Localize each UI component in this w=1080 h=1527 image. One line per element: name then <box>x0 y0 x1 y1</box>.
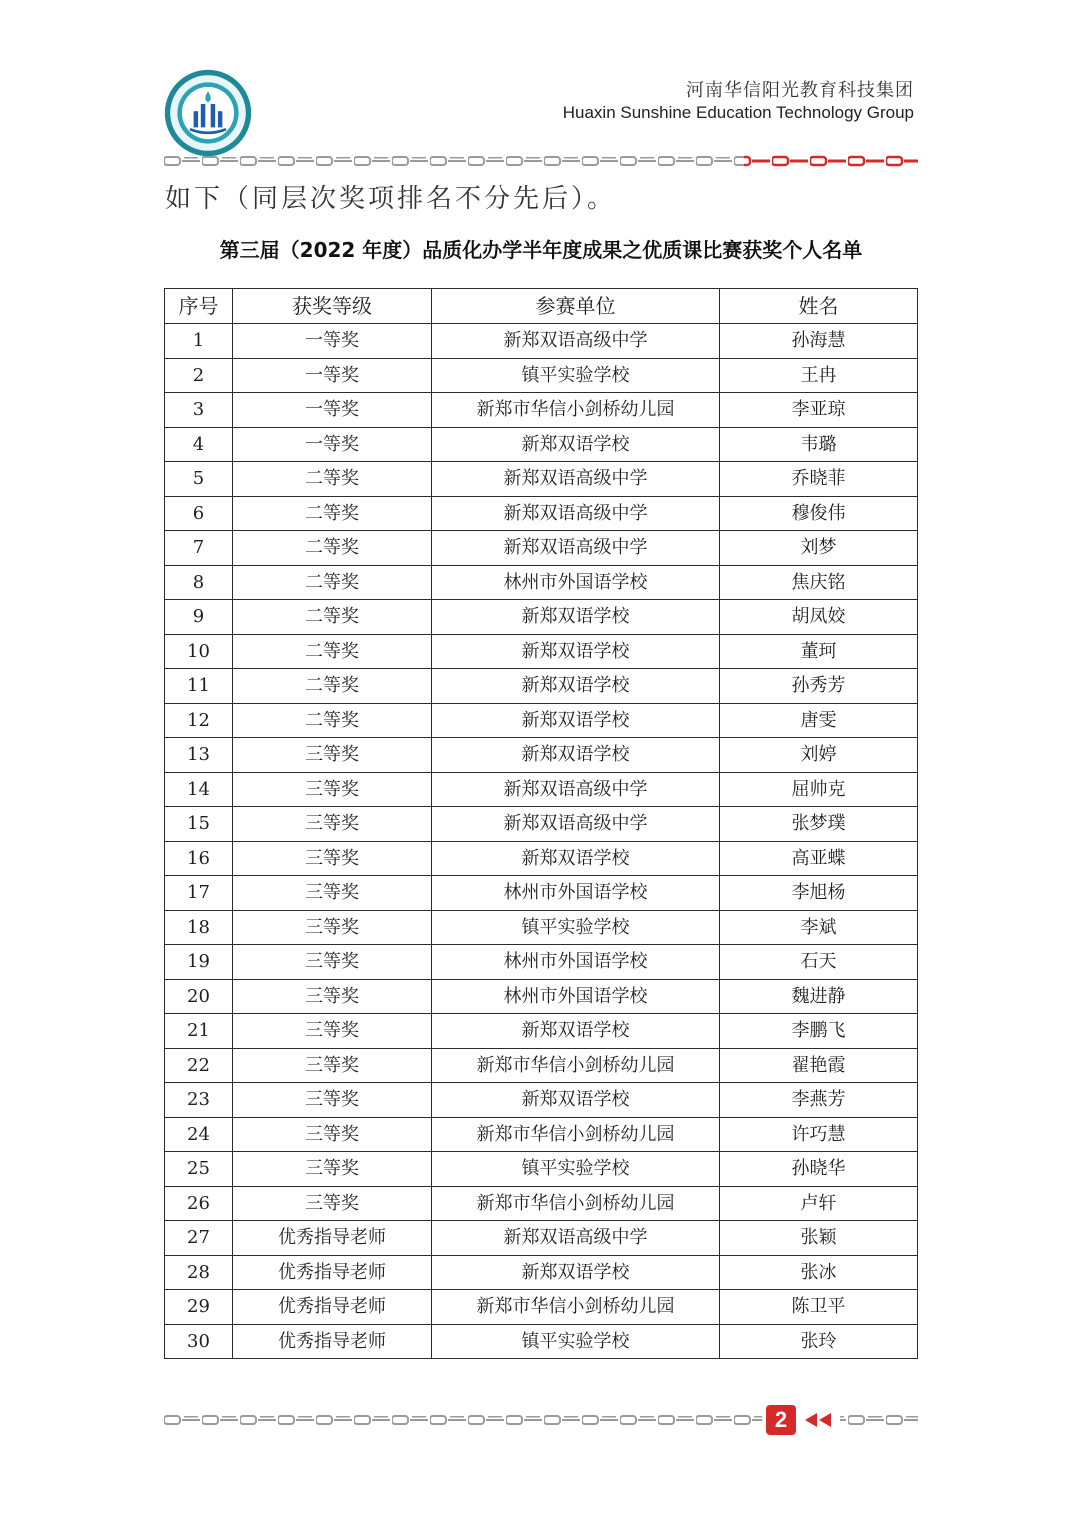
cell-name: 穆俊伟 <box>720 496 918 531</box>
table-row <box>165 1290 918 1325</box>
cell-unit: 镇平实验学校 <box>432 358 720 393</box>
cell-name: 孙海慧 <box>720 324 918 359</box>
cell-number: 25 <box>165 1152 233 1187</box>
cell-name: 孙秀芳 <box>720 669 918 704</box>
table-row <box>165 945 918 980</box>
cell-unit: 新郑双语学校 <box>432 1014 720 1049</box>
cell-name: 翟艳霞 <box>720 1048 918 1083</box>
cell-unit: 新郑市华信小剑桥幼儿园 <box>432 1290 720 1325</box>
cell-unit: 新郑双语学校 <box>432 600 720 635</box>
cell-name: 孙晓华 <box>720 1152 918 1187</box>
cell-number: 11 <box>165 669 233 704</box>
cell-award-level: 优秀指导老师 <box>233 1290 432 1325</box>
cell-unit: 新郑双语学校 <box>432 738 720 773</box>
cell-unit: 林州市外国语学校 <box>432 876 720 911</box>
cell-award-level: 三等奖 <box>233 738 432 773</box>
cell-unit: 林州市外国语学校 <box>432 979 720 1014</box>
cell-award-level: 二等奖 <box>233 565 432 600</box>
school-emblem-icon <box>163 68 253 158</box>
column-header-no: 序号 <box>165 289 233 324</box>
cell-number: 28 <box>165 1255 233 1290</box>
table-row <box>165 1152 918 1187</box>
cell-unit: 新郑双语高级中学 <box>432 807 720 842</box>
cell-number: 24 <box>165 1117 233 1152</box>
cell-name: 王冉 <box>720 358 918 393</box>
cell-number: 20 <box>165 979 233 1014</box>
table-row <box>165 1014 918 1049</box>
org-name-en: Huaxin Sunshine Education Technology Group <box>562 103 914 122</box>
cell-unit: 新郑双语高级中学 <box>432 324 720 359</box>
cell-award-level: 三等奖 <box>233 910 432 945</box>
cell-number: 16 <box>165 841 233 876</box>
cell-name: 李鹏飞 <box>720 1014 918 1049</box>
cell-number: 9 <box>165 600 233 635</box>
intro-text: 如下（同层次奖项排名不分先后）。 <box>165 184 617 214</box>
cell-number: 10 <box>165 634 233 669</box>
table-row <box>165 531 918 566</box>
cell-number: 4 <box>165 427 233 462</box>
cell-award-level: 三等奖 <box>233 1014 432 1049</box>
cell-unit: 镇平实验学校 <box>432 1152 720 1187</box>
cell-award-level: 一等奖 <box>233 427 432 462</box>
cell-name: 韦璐 <box>720 427 918 462</box>
cell-unit: 新郑市华信小剑桥幼儿园 <box>432 1117 720 1152</box>
cell-name: 卢轩 <box>720 1186 918 1221</box>
table-row <box>165 1048 918 1083</box>
cell-name: 张玲 <box>720 1324 918 1359</box>
cell-award-level: 优秀指导老师 <box>233 1255 432 1290</box>
cell-number: 13 <box>165 738 233 773</box>
column-header-unit: 参赛单位 <box>432 289 720 324</box>
table-row <box>165 324 918 359</box>
cell-unit: 新郑双语学校 <box>432 841 720 876</box>
cell-name: 许巧慧 <box>720 1117 918 1152</box>
cell-name: 唐雯 <box>720 703 918 738</box>
cell-unit: 新郑双语高级中学 <box>432 1221 720 1256</box>
cell-name: 李亚琼 <box>720 393 918 428</box>
cell-number: 23 <box>165 1083 233 1118</box>
cell-award-level: 三等奖 <box>233 1083 432 1118</box>
page-number-badge: 2 <box>766 1405 796 1435</box>
org-name-cn: 河南华信阳光教育科技集团 <box>686 80 914 101</box>
cell-name: 李旭杨 <box>720 876 918 911</box>
cell-unit: 新郑双语学校 <box>432 427 720 462</box>
table-row <box>165 462 918 497</box>
cell-award-level: 一等奖 <box>233 358 432 393</box>
table-row <box>165 703 918 738</box>
cell-unit: 镇平实验学校 <box>432 910 720 945</box>
cell-number: 14 <box>165 772 233 807</box>
cell-name: 张颖 <box>720 1221 918 1256</box>
cell-award-level: 二等奖 <box>233 634 432 669</box>
cell-number: 29 <box>165 1290 233 1325</box>
cell-number: 18 <box>165 910 233 945</box>
table-row <box>165 1221 918 1256</box>
cell-award-level: 二等奖 <box>233 462 432 497</box>
cell-name: 刘婷 <box>720 738 918 773</box>
cell-award-level: 二等奖 <box>233 531 432 566</box>
cell-number: 3 <box>165 393 233 428</box>
cell-unit: 新郑市华信小剑桥幼儿园 <box>432 393 720 428</box>
cell-award-level: 优秀指导老师 <box>233 1221 432 1256</box>
cell-unit: 新郑双语高级中学 <box>432 496 720 531</box>
cell-award-level: 二等奖 <box>233 600 432 635</box>
table-row <box>165 738 918 773</box>
cell-number: 26 <box>165 1186 233 1221</box>
cell-name: 李斌 <box>720 910 918 945</box>
cell-name: 乔晓菲 <box>720 462 918 497</box>
cell-name: 高亚蝶 <box>720 841 918 876</box>
table-row <box>165 1117 918 1152</box>
cell-number: 30 <box>165 1324 233 1359</box>
cell-unit: 新郑双语高级中学 <box>432 462 720 497</box>
cell-unit: 镇平实验学校 <box>432 1324 720 1359</box>
cell-award-level: 优秀指导老师 <box>233 1324 432 1359</box>
column-header-level: 获奖等级 <box>233 289 432 324</box>
cell-unit: 新郑双语学校 <box>432 703 720 738</box>
table-row <box>165 1083 918 1118</box>
cell-unit: 新郑双语学校 <box>432 669 720 704</box>
cell-unit: 新郑双语高级中学 <box>432 772 720 807</box>
cell-award-level: 三等奖 <box>233 1117 432 1152</box>
cell-unit: 新郑市华信小剑桥幼儿园 <box>432 1048 720 1083</box>
cell-unit: 新郑市华信小剑桥幼儿园 <box>432 1186 720 1221</box>
cell-unit: 新郑双语高级中学 <box>432 531 720 566</box>
table-row <box>165 910 918 945</box>
cell-award-level: 三等奖 <box>233 841 432 876</box>
cell-award-level: 三等奖 <box>233 876 432 911</box>
cell-award-level: 三等奖 <box>233 945 432 980</box>
cell-number: 7 <box>165 531 233 566</box>
cell-name: 焦庆铭 <box>720 565 918 600</box>
cell-award-level: 一等奖 <box>233 393 432 428</box>
cell-number: 2 <box>165 358 233 393</box>
cell-award-level: 三等奖 <box>233 1152 432 1187</box>
cell-number: 6 <box>165 496 233 531</box>
table-row <box>165 358 918 393</box>
cell-award-level: 二等奖 <box>233 703 432 738</box>
cell-number: 5 <box>165 462 233 497</box>
cell-unit: 林州市外国语学校 <box>432 945 720 980</box>
cell-unit: 新郑双语学校 <box>432 1255 720 1290</box>
table-row <box>165 427 918 462</box>
cell-award-level: 二等奖 <box>233 496 432 531</box>
cell-award-level: 三等奖 <box>233 807 432 842</box>
cell-name: 魏进静 <box>720 979 918 1014</box>
cell-number: 21 <box>165 1014 233 1049</box>
table-row <box>165 600 918 635</box>
cell-number: 17 <box>165 876 233 911</box>
cell-award-level: 三等奖 <box>233 772 432 807</box>
column-header-name: 姓名 <box>720 289 918 324</box>
cell-unit: 林州市外国语学校 <box>432 565 720 600</box>
table-header-row <box>165 289 918 324</box>
table-row <box>165 876 918 911</box>
cell-unit: 新郑双语学校 <box>432 634 720 669</box>
table-row <box>165 979 918 1014</box>
cell-award-level: 三等奖 <box>233 1186 432 1221</box>
table-row <box>165 1186 918 1221</box>
table-row <box>165 634 918 669</box>
table-row <box>165 1255 918 1290</box>
table-row <box>165 669 918 704</box>
table-row <box>165 772 918 807</box>
cell-name: 董珂 <box>720 634 918 669</box>
cell-number: 19 <box>165 945 233 980</box>
cell-number: 27 <box>165 1221 233 1256</box>
cell-number: 1 <box>165 324 233 359</box>
cell-name: 李燕芳 <box>720 1083 918 1118</box>
cell-name: 张梦璞 <box>720 807 918 842</box>
cell-award-level: 二等奖 <box>233 669 432 704</box>
cell-name: 屈帅克 <box>720 772 918 807</box>
cell-award-level: 三等奖 <box>233 1048 432 1083</box>
awards-table <box>164 288 918 1359</box>
cell-award-level: 一等奖 <box>233 324 432 359</box>
cell-number: 12 <box>165 703 233 738</box>
table-row <box>165 841 918 876</box>
cell-name: 胡凤姣 <box>720 600 918 635</box>
cell-number: 15 <box>165 807 233 842</box>
cell-name: 陈卫平 <box>720 1290 918 1325</box>
table-row <box>165 565 918 600</box>
double-left-arrow-icon <box>803 1412 835 1428</box>
cell-number: 22 <box>165 1048 233 1083</box>
table-row <box>165 496 918 531</box>
header-decorative-band <box>164 155 918 167</box>
cell-unit: 新郑双语学校 <box>432 1083 720 1118</box>
cell-name: 张冰 <box>720 1255 918 1290</box>
table-row <box>165 393 918 428</box>
table-row <box>165 1324 918 1359</box>
cell-name: 石天 <box>720 945 918 980</box>
table-row <box>165 807 918 842</box>
cell-number: 8 <box>165 565 233 600</box>
cell-name: 刘梦 <box>720 531 918 566</box>
cell-award-level: 三等奖 <box>233 979 432 1014</box>
document-title: 第三届（2022 年度）品质化办学半年度成果之优质课比赛获奖个人名单 <box>219 238 863 262</box>
